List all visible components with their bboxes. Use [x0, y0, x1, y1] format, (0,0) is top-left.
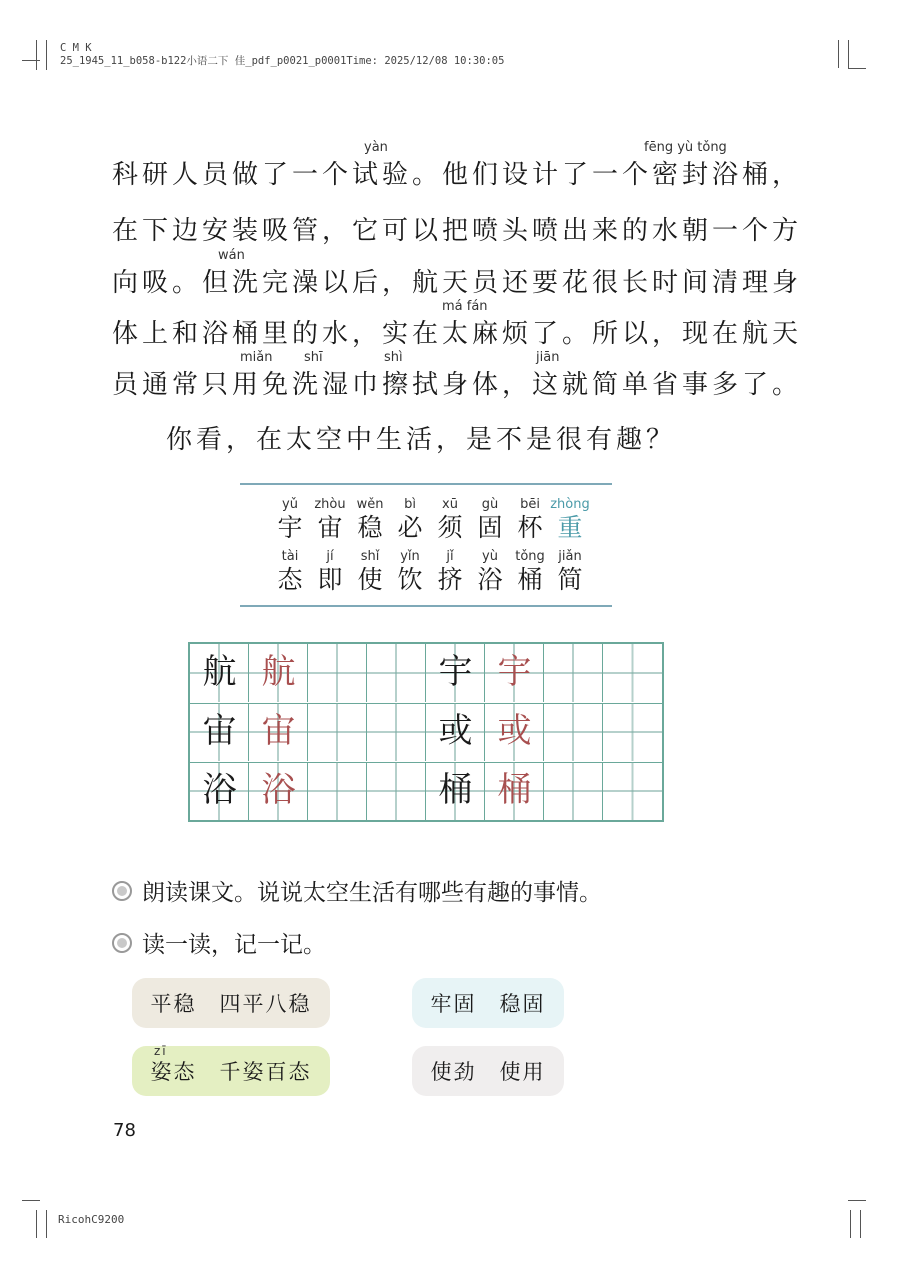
- pinyin-annotation: shī: [304, 350, 323, 365]
- model-character: 浴: [202, 770, 237, 810]
- vocab-item: [350, 497, 390, 543]
- text-line-content: 体上和浴桶里的水，实在太麻烦了。所以，现在航天: [112, 319, 803, 349]
- trace-character: 桶: [497, 770, 532, 810]
- crop-mark: [36, 40, 37, 70]
- vocab-character: 必: [397, 513, 423, 542]
- vocab-pinyin: wěn: [356, 497, 384, 512]
- grid-cell: [485, 703, 544, 761]
- crop-mark: [46, 40, 47, 70]
- vocab-character: 即: [317, 565, 343, 594]
- exercise-1: [112, 874, 602, 907]
- grid-cell: [485, 762, 544, 820]
- grid-cell: [308, 703, 367, 761]
- grid-cell: [367, 762, 426, 820]
- trace-character: 宇: [497, 652, 532, 692]
- vocab-item: [430, 497, 470, 543]
- word-tag-text: 平稳 四平八稳: [150, 992, 312, 1016]
- vocab-pinyin: bì: [404, 497, 416, 512]
- word-tag-text: 姿态 千姿百态: [150, 1060, 312, 1084]
- text-line-1: [112, 140, 803, 200]
- model-character: 或: [438, 711, 473, 751]
- grid-cell: [426, 703, 485, 761]
- vocab-pinyin: yù: [482, 549, 498, 564]
- print-header-color-marks: C M K: [60, 42, 92, 54]
- word-tag-text: 牢固 稳固: [430, 992, 546, 1016]
- vocab-pinyin: yǐn: [400, 549, 420, 564]
- vocab-pinyin: zhòu: [314, 497, 346, 512]
- grid-cell: [544, 703, 603, 761]
- trace-character: 或: [497, 711, 532, 751]
- grid-cell: [603, 703, 662, 761]
- vocab-character: 挤: [437, 565, 463, 594]
- word-tag-text: 使劲 使用: [430, 1060, 546, 1084]
- exercise-bullet-icon: [112, 933, 132, 953]
- crop-mark: [22, 1200, 40, 1201]
- print-header-info: 25_1945_11_b058-b122小语二下 佳_pdf_p0021_p0001Time: 2025/12/08 10:30:05: [60, 55, 505, 67]
- grid-cell: [367, 703, 426, 761]
- grid-cell: [249, 703, 308, 761]
- crop-mark: [46, 1210, 47, 1238]
- vocab-item: [390, 549, 430, 595]
- vocab-character: 宙: [317, 513, 343, 542]
- exercise-text: 读一读，记一记。: [142, 932, 326, 958]
- word-tag: [132, 1046, 330, 1096]
- crop-mark: [838, 40, 839, 68]
- grid-row: [190, 762, 662, 822]
- grid-cell: [426, 644, 485, 702]
- vocab-pinyin: yǔ: [282, 497, 298, 512]
- vocab-row-2: [270, 549, 590, 595]
- trace-character: 航: [261, 652, 296, 692]
- trace-character: 浴: [261, 770, 296, 810]
- vocab-item: [350, 549, 390, 595]
- print-header: [60, 42, 504, 68]
- crop-mark: [860, 1210, 861, 1238]
- word-tag-pinyin: zī: [154, 1044, 168, 1058]
- word-tag: [412, 978, 564, 1028]
- vocab-character: 简: [557, 565, 583, 594]
- word-tag: [132, 978, 330, 1028]
- vocab-character: 态: [277, 565, 303, 594]
- vocab-item: [310, 497, 350, 543]
- pinyin-annotation: yàn: [364, 140, 388, 155]
- exercise-bullet-icon: [112, 881, 132, 901]
- grid-cell: [603, 762, 662, 820]
- crop-mark: [22, 60, 40, 61]
- vocab-pinyin: tǒng: [515, 549, 545, 564]
- vocab-character: 杯: [517, 513, 543, 542]
- pinyin-annotation: wán: [218, 248, 245, 263]
- vocab-item: [270, 549, 310, 595]
- vocab-pinyin: tài: [281, 549, 299, 564]
- vocab-item: [270, 497, 310, 543]
- vocab-item: [470, 549, 510, 595]
- crop-mark: [848, 1200, 866, 1201]
- pinyin-annotation: miǎn: [240, 350, 273, 365]
- exercise-text: 朗读课文。说说太空生活有哪些有趣的事情。: [142, 880, 602, 906]
- grid-cell: [544, 762, 603, 820]
- vocab-pinyin: jiǎn: [558, 549, 582, 564]
- vocab-pinyin: jí: [326, 549, 334, 564]
- text-line-content: 在下边安装吸管，它可以把喷头喷出来的水朝一个方: [112, 216, 803, 246]
- new-characters-box: [240, 483, 612, 607]
- vocab-character: 宇: [277, 513, 303, 542]
- grid-cell: [367, 644, 426, 702]
- grid-cell: [544, 644, 603, 702]
- grid-row: [190, 703, 662, 763]
- text-line-6: [166, 405, 806, 465]
- vocab-item: [390, 497, 430, 543]
- crop-mark: [850, 1210, 851, 1238]
- text-line-content: 科研人员做了一个试验。他们设计了一个密封浴桶，: [112, 160, 803, 190]
- model-character: 宇: [438, 652, 473, 692]
- vocab-pinyin: bēi: [520, 497, 540, 512]
- exercise-2: [112, 926, 326, 959]
- vocab-pinyin: gù: [481, 497, 499, 512]
- crop-mark: [848, 40, 849, 68]
- vocab-pinyin: xū: [442, 497, 458, 512]
- vocab-item: [510, 497, 550, 543]
- pinyin-annotation: shì: [384, 350, 403, 365]
- grid-cell: [308, 644, 367, 702]
- text-line-5: [112, 350, 803, 410]
- vocab-item: [430, 549, 470, 595]
- vocab-item: [510, 549, 550, 595]
- crop-mark: [36, 1210, 37, 1238]
- vocab-character: 使: [357, 565, 383, 594]
- vocab-character: 须: [437, 513, 463, 542]
- vocab-character: 浴: [477, 565, 503, 594]
- grid-cell: [249, 644, 308, 702]
- vocab-item-polyphonic: [550, 497, 590, 543]
- word-tag: [412, 1046, 564, 1096]
- vocab-item: [550, 549, 590, 595]
- model-character: 宙: [202, 711, 237, 751]
- pinyin-annotation: jiān: [536, 350, 560, 365]
- model-character: 航: [202, 652, 237, 692]
- grid-cell: [485, 644, 544, 702]
- writing-practice-grid: [188, 642, 664, 822]
- model-character: 桶: [438, 770, 473, 810]
- vocab-pinyin: shǐ: [360, 549, 380, 564]
- grid-cell: [426, 762, 485, 820]
- text-line-content: 员通常只用免洗湿巾擦拭身体，这就简单省事多了。: [112, 370, 803, 400]
- vocab-character: 饮: [397, 565, 423, 594]
- vocab-character: 固: [477, 513, 503, 542]
- vocab-row-1: [270, 497, 590, 543]
- grid-cell: [249, 762, 308, 820]
- pinyin-annotation: fēng yù tǒng: [644, 140, 727, 155]
- crop-mark: [848, 68, 866, 69]
- grid-cell: [308, 762, 367, 820]
- trace-character: 宙: [261, 711, 296, 751]
- grid-cell: [603, 644, 662, 702]
- text-line-content: 向吸。但洗完澡以后，航天员还要花很长时间清理身: [112, 268, 803, 298]
- pinyin-annotation: má fán: [442, 299, 488, 314]
- text-line-content: 你看，在太空中生活，是不是很有趣？: [166, 425, 677, 455]
- grid-cell: [190, 703, 249, 761]
- vocab-character: 桶: [517, 565, 543, 594]
- vocab-item: [310, 549, 350, 595]
- grid-cell: [190, 762, 249, 820]
- print-footer: RicohC9200: [58, 1213, 125, 1226]
- vocab-character: 重: [557, 513, 583, 542]
- grid-cell: [190, 644, 249, 702]
- vocab-pinyin: zhòng: [550, 497, 590, 512]
- page-number: 78: [113, 1120, 136, 1141]
- vocab-item: [470, 497, 510, 543]
- vocab-character: 稳: [357, 513, 383, 542]
- vocab-pinyin: jǐ: [446, 549, 454, 564]
- grid-row: [190, 644, 662, 704]
- text-line-2: [112, 196, 803, 256]
